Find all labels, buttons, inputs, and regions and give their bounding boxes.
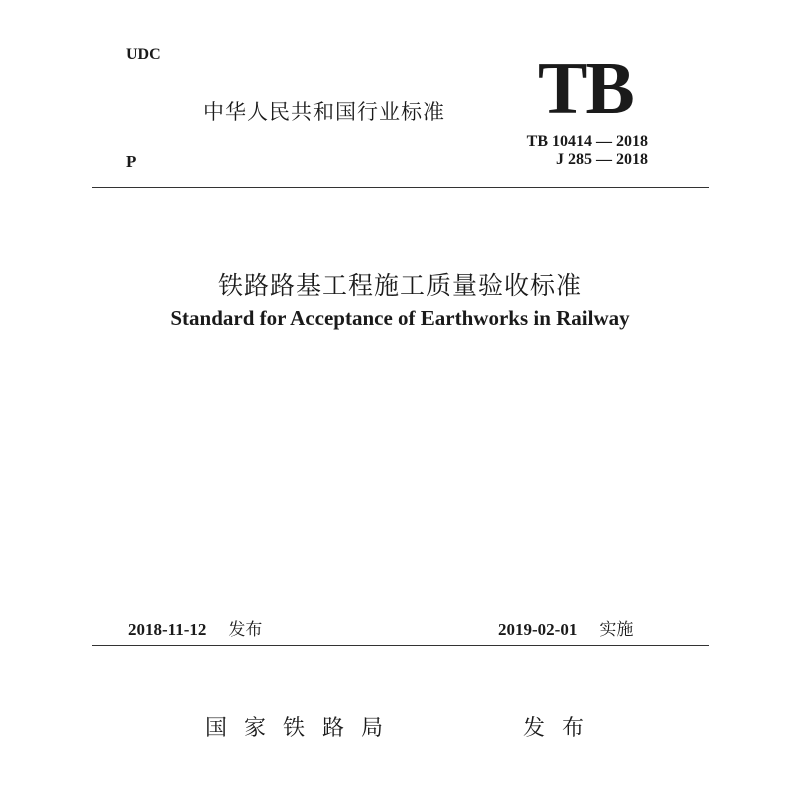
implementation-info: [498, 615, 633, 640]
implementation-label: 实施: [599, 620, 634, 640]
issue-label: 发布: [228, 620, 263, 640]
standard-code-secondary: J 285 — 2018: [556, 151, 648, 168]
standard-codes: [527, 133, 648, 169]
issue-info: [128, 615, 262, 640]
issue-date: 2018-11-12: [128, 620, 207, 639]
industry-standard-title: 中华人民共和国行业标准: [203, 100, 445, 124]
standard-code-primary: TB 10414 — 2018: [526, 133, 648, 150]
tb-logo: TB: [538, 48, 633, 130]
document-title-chinese: 铁路路基工程施工质量验收标准: [217, 271, 582, 300]
udc-label: UDC: [126, 46, 161, 63]
bottom-divider: [92, 645, 709, 646]
publish-label: 发布: [523, 716, 602, 741]
document-title-english: Standard for Acceptance of Earthworks in Railway: [170, 306, 630, 330]
category-label: P: [126, 152, 137, 171]
top-divider: [92, 187, 709, 188]
publisher-name: 国家铁路局: [205, 716, 401, 741]
implementation-date: 2019-02-01: [498, 620, 578, 639]
